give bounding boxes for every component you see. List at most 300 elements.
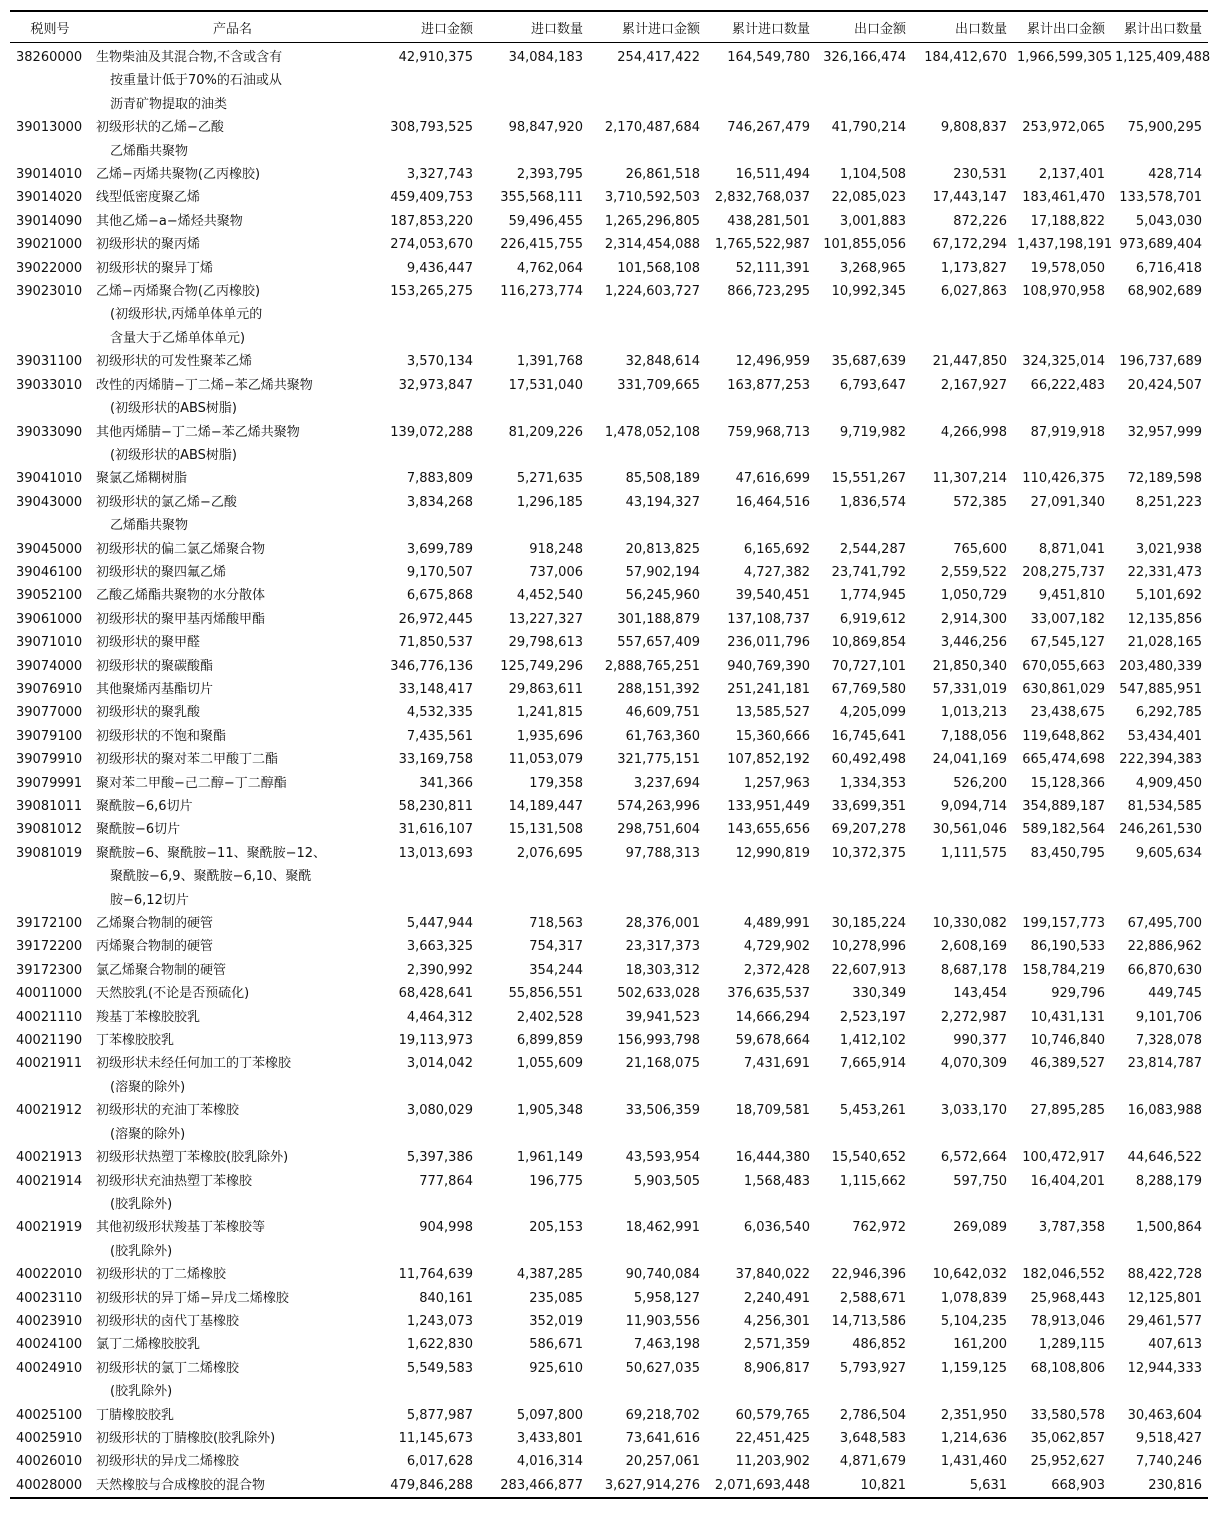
cum-export-qty-cell: 4,909,450 — [1135, 775, 1202, 791]
import-value-cell: 9,436,447 — [406, 260, 473, 276]
product-name-line: 初级形状的不饱和聚酯 — [96, 728, 227, 744]
product-name-cell — [92, 421, 375, 468]
import-value-cell: 139,072,288 — [390, 424, 473, 440]
product-name-cell — [92, 1287, 375, 1310]
header-cum-export-value: 累计出口金额 — [1013, 11, 1111, 43]
product-name-line: 初级形状的聚甲醛 — [96, 635, 201, 651]
import-qty-cell: 4,452,540 — [516, 588, 583, 604]
tariff-code-cell: 40024910 — [16, 1360, 83, 1376]
product-name-line: 初级形状热塑丁苯橡胶(胶乳除外) — [96, 1150, 289, 1166]
import-qty-cell: 29,798,613 — [508, 635, 583, 651]
import-qty-cell: 55,856,551 — [508, 986, 583, 1002]
cum-export-qty-cell: 7,740,246 — [1135, 1454, 1202, 1470]
cum-import-value-cell: 85,508,189 — [625, 471, 700, 487]
cum-import-qty-cell: 15,360,666 — [735, 728, 810, 744]
header-name: 产品名 — [92, 11, 375, 43]
tariff-code-cell: 38260000 — [16, 50, 83, 65]
cum-export-value-cell: 199,157,773 — [1022, 916, 1105, 932]
product-name-cell — [92, 280, 375, 350]
cum-import-qty-cell: 376,635,537 — [727, 986, 810, 1002]
export-qty-cell: 57,331,019 — [932, 681, 1007, 697]
cum-import-qty-cell: 4,729,902 — [743, 939, 810, 955]
cum-import-qty-cell: 11,203,902 — [735, 1454, 810, 1470]
cum-import-value-cell: 7,463,198 — [633, 1337, 700, 1353]
import-value-cell: 904,998 — [419, 1220, 473, 1236]
tariff-code-cell: 39081011 — [16, 799, 83, 814]
tariff-code-cell: 39022000 — [16, 260, 83, 276]
cum-import-qty-cell: 7,431,691 — [743, 1056, 810, 1072]
tariff-code-cell: 39172100 — [16, 916, 83, 932]
cum-import-value-cell: 254,417,422 — [617, 50, 700, 65]
tariff-code-cell: 39079991 — [16, 775, 83, 791]
export-value-cell: 1,115,662 — [839, 1173, 906, 1189]
table-row — [10, 561, 1208, 584]
import-qty-cell: 5,097,800 — [516, 1407, 583, 1423]
cum-export-value-cell: 46,389,527 — [1030, 1056, 1105, 1072]
import-value-cell: 7,435,561 — [406, 728, 473, 744]
export-qty-cell: 572,385 — [953, 494, 1007, 510]
export-qty-cell: 5,631 — [969, 1477, 1007, 1493]
export-qty-cell: 9,094,714 — [940, 799, 1007, 814]
table-row — [10, 421, 1208, 468]
cum-import-qty-cell: 13,585,527 — [735, 705, 810, 721]
import-qty-cell: 1,055,609 — [516, 1056, 583, 1072]
product-name-line: 沥青矿物提取的油类 — [110, 96, 228, 112]
cum-import-value-cell: 2,314,454,088 — [604, 237, 700, 253]
tariff-code-cell: 40026010 — [16, 1454, 83, 1470]
cum-export-qty-cell: 8,288,179 — [1135, 1173, 1202, 1189]
export-value-cell: 67,769,580 — [831, 681, 906, 697]
export-value-cell: 1,774,945 — [839, 588, 906, 604]
import-qty-cell: 205,153 — [529, 1220, 583, 1236]
table-row — [10, 1310, 1208, 1333]
product-name-cell — [92, 350, 375, 373]
import-qty-cell: 718,563 — [529, 916, 583, 932]
tariff-code-cell: 39172200 — [16, 939, 83, 955]
tariff-code-cell: 40023910 — [16, 1313, 83, 1329]
product-name-line: 丁苯橡胶胶乳 — [96, 1033, 175, 1049]
product-name-cell — [92, 43, 375, 117]
product-name-line: 丁腈橡胶胶乳 — [96, 1407, 175, 1423]
cum-export-qty-cell: 30,463,604 — [1127, 1407, 1202, 1423]
import-value-cell: 13,013,693 — [398, 845, 473, 861]
export-value-cell: 6,793,647 — [839, 377, 906, 393]
product-name-cell — [92, 1006, 375, 1029]
export-value-cell: 23,741,792 — [831, 564, 906, 580]
cum-import-qty-cell: 14,666,294 — [735, 1009, 810, 1025]
cum-export-value-cell: 78,913,046 — [1030, 1313, 1105, 1329]
table-row — [10, 1216, 1208, 1263]
cum-import-value-cell: 26,861,518 — [625, 167, 700, 183]
product-name-line: 初级形状的聚异丁烯 — [96, 260, 214, 276]
cum-import-value-cell: 5,903,505 — [633, 1173, 700, 1189]
cum-export-value-cell: 1,437,198,191 — [1017, 237, 1113, 253]
export-value-cell: 1,104,508 — [839, 167, 906, 183]
cum-export-qty-cell: 22,886,962 — [1127, 939, 1202, 955]
cum-import-qty-cell: 746,267,479 — [727, 120, 810, 136]
cum-import-value-cell: 11,903,556 — [625, 1313, 700, 1329]
import-qty-cell: 1,241,815 — [516, 705, 583, 721]
tariff-code-cell: 39023010 — [16, 284, 83, 300]
import-qty-cell: 14,189,447 — [508, 799, 583, 814]
tariff-code-cell: 39074000 — [16, 658, 83, 674]
import-value-cell: 3,080,029 — [406, 1103, 473, 1119]
product-name-line: 乙烯−丙烯共聚物(乙丙橡胶) — [96, 167, 261, 183]
import-value-cell: 459,409,753 — [390, 190, 473, 206]
cum-export-value-cell: 86,190,533 — [1030, 939, 1105, 955]
import-value-cell: 11,145,673 — [398, 1430, 473, 1446]
product-name-cell — [92, 163, 375, 186]
product-name-cell — [92, 1052, 375, 1099]
table-row — [10, 608, 1208, 631]
product-name-cell — [92, 561, 375, 584]
export-value-cell: 3,268,965 — [839, 260, 906, 276]
product-name-line: 聚酰胺−6,9、聚酰胺−6,10、聚酰 — [110, 869, 312, 885]
cum-export-qty-cell: 1,125,409,488 — [1115, 50, 1211, 65]
product-name-cell — [92, 1216, 375, 1263]
import-qty-cell: 4,762,064 — [516, 260, 583, 276]
cum-import-qty-cell: 6,036,540 — [743, 1220, 810, 1236]
table-row — [10, 116, 1208, 163]
import-qty-cell: 918,248 — [529, 541, 583, 557]
export-qty-cell: 1,050,729 — [940, 588, 1007, 604]
cum-import-qty-cell: 60,579,765 — [735, 1407, 810, 1423]
table-row — [10, 538, 1208, 561]
export-value-cell: 101,855,056 — [823, 237, 906, 253]
tariff-code-cell: 39014090 — [16, 213, 83, 229]
cum-export-value-cell: 324,325,014 — [1022, 354, 1105, 370]
export-qty-cell: 5,104,235 — [940, 1313, 1007, 1329]
cum-export-qty-cell: 81,534,585 — [1127, 799, 1202, 814]
import-qty-cell: 125,749,296 — [500, 658, 583, 674]
tariff-code-cell: 39021000 — [16, 237, 83, 253]
cum-export-value-cell: 670,055,663 — [1022, 658, 1105, 674]
export-qty-cell: 1,173,827 — [940, 260, 1007, 276]
cum-import-qty-cell: 39,540,451 — [735, 588, 810, 604]
product-name-line: 初级形状未经任何加工的丁苯橡胶 — [96, 1056, 292, 1072]
cum-import-value-cell: 1,265,296,805 — [604, 213, 700, 229]
import-value-cell: 3,014,042 — [406, 1056, 473, 1072]
product-name-line: (初级形状,丙烯单体单元的 — [110, 307, 263, 323]
export-value-cell: 35,687,639 — [831, 354, 906, 370]
product-name-line: 其他乙烯−a−烯烃共聚物 — [96, 213, 243, 229]
cum-import-qty-cell: 6,165,692 — [743, 541, 810, 557]
tariff-code-cell: 40025910 — [16, 1430, 83, 1446]
table-row — [10, 210, 1208, 233]
product-name-line: 初级形状的氯乙烯−乙酸 — [96, 494, 237, 510]
cum-import-value-cell: 298,751,604 — [617, 822, 700, 838]
export-qty-cell: 6,572,664 — [940, 1150, 1007, 1166]
cum-import-qty-cell: 37,840,022 — [735, 1267, 810, 1283]
import-value-cell: 153,265,275 — [390, 284, 473, 300]
cum-export-value-cell: 8,871,041 — [1038, 541, 1105, 557]
import-qty-cell: 15,131,508 — [508, 822, 583, 838]
import-qty-cell: 4,387,285 — [516, 1267, 583, 1283]
cum-import-value-cell: 5,958,127 — [633, 1290, 700, 1306]
cum-import-value-cell: 50,627,035 — [625, 1360, 700, 1376]
import-qty-cell: 17,531,040 — [508, 377, 583, 393]
import-qty-cell: 2,076,695 — [516, 845, 583, 861]
import-value-cell: 33,169,758 — [398, 752, 473, 768]
import-qty-cell: 11,053,079 — [508, 752, 583, 768]
cum-export-qty-cell: 67,495,700 — [1127, 916, 1202, 932]
cum-import-qty-cell: 16,444,380 — [735, 1150, 810, 1166]
cum-import-qty-cell: 133,951,449 — [727, 799, 810, 814]
product-name-line: 改性的丙烯腈−丁二烯−苯乙烯共聚物 — [96, 377, 313, 393]
export-qty-cell: 2,167,927 — [940, 377, 1007, 393]
cum-export-value-cell: 354,889,187 — [1022, 799, 1105, 814]
cum-import-value-cell: 56,245,960 — [625, 588, 700, 604]
product-name-cell — [92, 1170, 375, 1217]
export-value-cell: 5,793,927 — [839, 1360, 906, 1376]
cum-import-qty-cell: 163,877,253 — [727, 377, 810, 393]
export-qty-cell: 10,330,082 — [932, 916, 1007, 932]
export-qty-cell: 2,272,987 — [940, 1009, 1007, 1025]
tariff-code-cell: 39079910 — [16, 752, 83, 768]
import-qty-cell: 737,006 — [529, 564, 583, 580]
cum-export-value-cell: 87,919,918 — [1030, 424, 1105, 440]
product-name-line: 按重量计低于70%的石油或从 — [110, 73, 282, 89]
export-value-cell: 22,085,023 — [831, 190, 906, 206]
export-qty-cell: 8,687,178 — [940, 962, 1007, 978]
export-qty-cell: 143,454 — [953, 986, 1007, 1002]
cum-export-qty-cell: 407,613 — [1148, 1337, 1202, 1353]
cum-export-value-cell: 66,222,483 — [1030, 377, 1105, 393]
header-import-value: 进口金额 — [375, 11, 479, 43]
tariff-code-cell: 39081012 — [16, 822, 83, 838]
export-qty-cell: 4,070,309 — [940, 1056, 1007, 1072]
product-name-cell — [92, 584, 375, 607]
cum-import-value-cell: 2,170,487,684 — [604, 120, 700, 136]
cum-export-qty-cell: 3,021,938 — [1135, 541, 1202, 557]
export-value-cell: 10,372,375 — [831, 845, 906, 861]
table-row — [10, 1263, 1208, 1286]
cum-import-qty-cell: 759,968,713 — [727, 424, 810, 440]
cum-import-qty-cell: 236,011,796 — [727, 635, 810, 651]
import-value-cell: 187,853,220 — [390, 213, 473, 229]
cum-export-value-cell: 1,966,599,305 — [1017, 50, 1113, 65]
cum-import-qty-cell: 12,496,959 — [735, 354, 810, 370]
cum-export-qty-cell: 21,028,165 — [1127, 635, 1202, 651]
cum-import-qty-cell: 251,241,181 — [727, 681, 810, 697]
product-name-cell — [92, 116, 375, 163]
product-name-cell — [92, 842, 375, 912]
tariff-code-cell: 39071010 — [16, 635, 83, 651]
table-row — [10, 982, 1208, 1005]
tariff-code-cell: 40021919 — [16, 1220, 83, 1236]
cum-import-qty-cell: 59,678,664 — [735, 1033, 810, 1049]
cum-export-qty-cell: 16,083,988 — [1127, 1103, 1202, 1119]
tariff-code-cell: 39033010 — [16, 377, 83, 393]
export-value-cell: 5,453,261 — [839, 1103, 906, 1119]
header-cum-import-qty: 累计进口数量 — [706, 11, 816, 43]
cum-import-value-cell: 73,641,616 — [625, 1430, 700, 1446]
cum-export-value-cell: 68,108,806 — [1030, 1360, 1105, 1376]
table-row — [10, 1474, 1208, 1498]
export-value-cell: 22,946,396 — [831, 1267, 906, 1283]
cum-export-qty-cell: 68,902,689 — [1127, 284, 1202, 300]
import-qty-cell: 29,863,611 — [508, 681, 583, 697]
table-row — [10, 491, 1208, 538]
tariff-code-cell: 40021110 — [16, 1009, 83, 1025]
table-row — [10, 1099, 1208, 1146]
product-name-line: 聚酰胺−6,6切片 — [96, 799, 193, 814]
product-name-cell — [92, 1450, 375, 1473]
product-name-line: 氯丁二烯橡胶胶乳 — [96, 1337, 201, 1353]
cum-export-value-cell: 83,450,795 — [1030, 845, 1105, 861]
import-value-cell: 5,549,583 — [406, 1360, 473, 1376]
cum-export-value-cell: 15,128,366 — [1030, 775, 1105, 791]
tariff-code-cell: 39046100 — [16, 564, 83, 580]
tariff-code-cell: 39052100 — [16, 588, 83, 604]
product-name-line: 聚酰胺−6切片 — [96, 822, 181, 838]
cum-import-value-cell: 557,657,409 — [617, 635, 700, 651]
import-value-cell: 4,532,335 — [406, 705, 473, 721]
export-qty-cell: 9,808,837 — [940, 120, 1007, 136]
product-name-line: 乙烯酯共聚物 — [110, 518, 189, 534]
import-qty-cell: 13,227,327 — [508, 611, 583, 627]
cum-import-value-cell: 2,888,765,251 — [604, 658, 700, 674]
header-cum-export-qty: 累计出口数量 — [1111, 11, 1208, 43]
cum-export-value-cell: 19,578,050 — [1030, 260, 1105, 276]
product-name-line: 初级形状的聚乳酸 — [96, 705, 201, 721]
table-row — [10, 350, 1208, 373]
tariff-code-cell: 39172300 — [16, 962, 83, 978]
cum-export-value-cell: 589,182,564 — [1022, 822, 1105, 838]
cum-export-value-cell: 208,275,737 — [1022, 564, 1105, 580]
export-value-cell: 486,852 — [852, 1337, 906, 1353]
cum-export-value-cell: 108,970,958 — [1022, 284, 1105, 300]
cum-export-value-cell: 668,903 — [1051, 1477, 1105, 1493]
import-qty-cell: 116,273,774 — [500, 284, 583, 300]
product-name-line: 氯乙烯聚合物制的硬管 — [96, 962, 227, 978]
cum-export-value-cell: 67,545,127 — [1030, 635, 1105, 651]
import-value-cell: 26,972,445 — [398, 611, 473, 627]
product-name-line: 初级形状的丁腈橡胶(胶乳除外) — [96, 1430, 276, 1446]
tariff-code-cell: 39079100 — [16, 728, 83, 744]
export-qty-cell: 872,226 — [953, 213, 1007, 229]
export-qty-cell: 526,200 — [953, 775, 1007, 791]
import-value-cell: 71,850,537 — [398, 635, 473, 651]
export-value-cell: 2,588,671 — [839, 1290, 906, 1306]
product-name-line: (溶聚的除外) — [110, 1126, 186, 1142]
import-value-cell: 3,834,268 — [406, 494, 473, 510]
table-row — [10, 467, 1208, 490]
cum-import-value-cell: 61,763,360 — [625, 728, 700, 744]
cum-import-qty-cell: 137,108,737 — [727, 611, 810, 627]
cum-import-qty-cell: 940,769,390 — [727, 658, 810, 674]
export-value-cell: 6,919,612 — [839, 611, 906, 627]
product-name-line: 线型低密度聚乙烯 — [96, 190, 201, 206]
cum-export-value-cell: 33,580,578 — [1030, 1407, 1105, 1423]
import-qty-cell: 3,433,801 — [516, 1430, 583, 1446]
import-value-cell: 5,447,944 — [406, 916, 473, 932]
cum-export-qty-cell: 12,944,333 — [1127, 1360, 1202, 1376]
tariff-code-cell: 40021914 — [16, 1173, 83, 1189]
export-qty-cell: 2,559,522 — [940, 564, 1007, 580]
cum-import-value-cell: 156,993,798 — [617, 1033, 700, 1049]
import-qty-cell: 925,610 — [529, 1360, 583, 1376]
import-qty-cell: 59,496,455 — [508, 213, 583, 229]
export-value-cell: 10,869,854 — [831, 635, 906, 651]
cum-import-value-cell: 23,317,373 — [625, 939, 700, 955]
cum-export-value-cell: 2,137,401 — [1038, 167, 1105, 183]
export-qty-cell: 21,850,340 — [932, 658, 1007, 674]
import-qty-cell: 226,415,755 — [500, 237, 583, 253]
cum-import-value-cell: 20,257,061 — [625, 1454, 700, 1470]
cum-export-qty-cell: 32,957,999 — [1127, 424, 1202, 440]
import-value-cell: 6,017,628 — [406, 1454, 473, 1470]
product-name-cell — [92, 538, 375, 561]
cum-import-qty-cell: 2,372,428 — [743, 962, 810, 978]
header-export-qty: 出口数量 — [912, 11, 1013, 43]
cum-export-value-cell: 630,861,029 — [1022, 681, 1105, 697]
cum-import-value-cell: 301,188,879 — [617, 611, 700, 627]
cum-import-qty-cell: 22,451,425 — [735, 1430, 810, 1446]
import-value-cell: 9,170,507 — [406, 564, 473, 580]
cum-export-qty-cell: 222,394,383 — [1119, 752, 1202, 768]
product-name-line: (初级形状的ABS树脂) — [110, 447, 237, 463]
export-value-cell: 2,544,287 — [839, 541, 906, 557]
export-value-cell: 2,786,504 — [839, 1407, 906, 1423]
tariff-code-cell: 39014020 — [16, 190, 83, 206]
tariff-code-cell: 39031100 — [16, 354, 83, 370]
product-name-cell — [92, 959, 375, 982]
cum-import-qty-cell: 2,240,491 — [743, 1290, 810, 1306]
export-value-cell: 15,551,267 — [831, 471, 906, 487]
import-value-cell: 32,973,847 — [398, 377, 473, 393]
export-value-cell: 60,492,498 — [831, 752, 906, 768]
table-row — [10, 1287, 1208, 1310]
table-row — [10, 748, 1208, 771]
export-value-cell: 1,334,353 — [839, 775, 906, 791]
cum-export-qty-cell: 8,251,223 — [1135, 494, 1202, 510]
import-qty-cell: 1,935,696 — [516, 728, 583, 744]
cum-export-qty-cell: 449,745 — [1148, 986, 1202, 1002]
product-name-cell — [92, 257, 375, 280]
table-row — [10, 1146, 1208, 1169]
cum-export-qty-cell: 12,135,856 — [1127, 611, 1202, 627]
import-qty-cell: 586,671 — [529, 1337, 583, 1353]
cum-import-qty-cell: 4,727,382 — [743, 564, 810, 580]
product-name-line: 乙酸乙烯酯共聚物的水分散体 — [96, 588, 266, 604]
cum-export-qty-cell: 1,500,864 — [1135, 1220, 1202, 1236]
import-value-cell: 479,846,288 — [390, 1477, 473, 1493]
product-name-cell — [92, 1404, 375, 1427]
import-qty-cell: 1,905,348 — [516, 1103, 583, 1119]
import-value-cell: 11,764,639 — [398, 1267, 473, 1283]
cum-export-qty-cell: 88,422,728 — [1127, 1267, 1202, 1283]
table-row — [10, 655, 1208, 678]
export-qty-cell: 6,027,863 — [940, 284, 1007, 300]
tariff-code-cell: 39041010 — [16, 471, 83, 487]
cum-import-qty-cell: 2,832,768,037 — [714, 190, 810, 206]
product-name-line: 初级形状充油热塑丁苯橡胶 — [96, 1173, 253, 1189]
cum-export-value-cell: 35,062,857 — [1030, 1430, 1105, 1446]
export-qty-cell: 2,351,950 — [940, 1407, 1007, 1423]
cum-export-value-cell: 158,784,219 — [1022, 962, 1105, 978]
cum-import-qty-cell: 8,906,817 — [743, 1360, 810, 1376]
cum-import-value-cell: 3,627,914,276 — [604, 1477, 700, 1493]
product-name-line: (胶乳除外) — [110, 1384, 173, 1400]
header-import-qty: 进口数量 — [479, 11, 589, 43]
header-export-value: 出口金额 — [816, 11, 912, 43]
cum-import-qty-cell: 12,990,819 — [735, 845, 810, 861]
table-row — [10, 233, 1208, 256]
cum-export-value-cell: 17,188,822 — [1030, 213, 1105, 229]
export-qty-cell: 230,531 — [953, 167, 1007, 183]
header-code: 税则号 — [10, 11, 92, 43]
